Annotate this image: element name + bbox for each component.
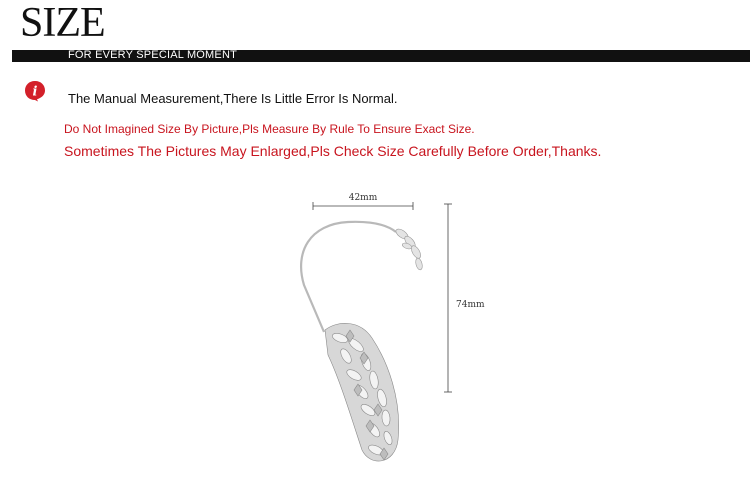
width-label: 42mm [348, 193, 378, 203]
measurement-notice: The Manual Measurement,There Is Little Error Is Normal. [68, 91, 398, 106]
ear-cuff-wire [301, 222, 396, 332]
height-label: 74mm [456, 300, 485, 310]
warning-line-2: Sometimes The Pictures May Enlarged,Pls Check Size Carefully Before Order,Thanks. [64, 143, 602, 159]
crystal-cluster [325, 323, 399, 461]
svg-text:i: i [32, 84, 38, 100]
ear-cuff-product-image [270, 180, 500, 470]
top-leaf-cluster [394, 227, 423, 270]
info-icon [24, 80, 46, 102]
page-title: SIZE [20, 0, 105, 46]
warning-line-1: Do Not Imagined Size By Picture,Pls Measure By Rule To Ensure Exact Size. [64, 122, 475, 136]
width-dimension-line [313, 202, 413, 210]
height-dimension-line [444, 204, 452, 392]
tagline: FOR EVERY SPECIAL MOMENT [68, 49, 238, 61]
